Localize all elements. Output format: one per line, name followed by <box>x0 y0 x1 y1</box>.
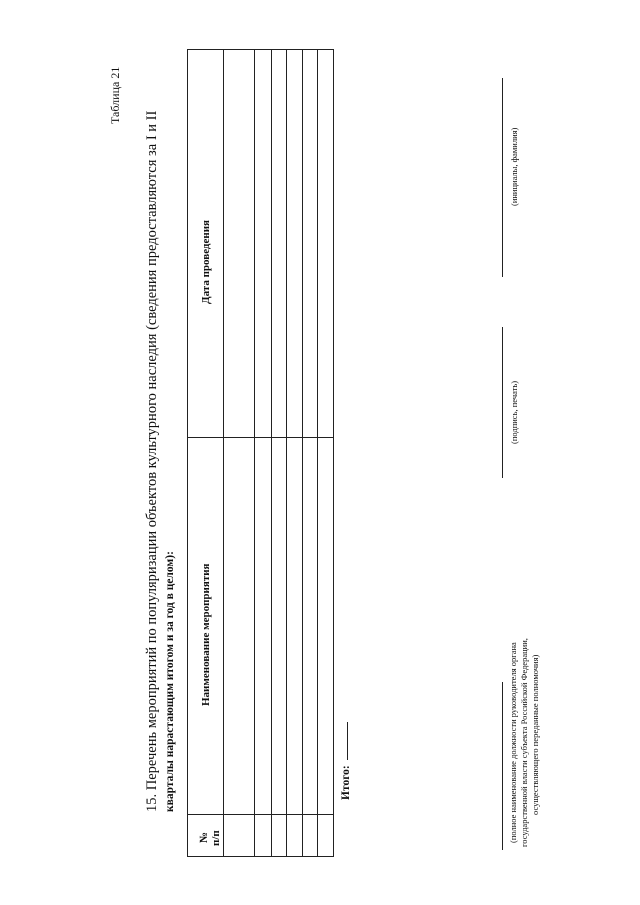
header-event-name: Наименование мероприятия <box>200 563 212 706</box>
header-number-sub: п/п <box>210 830 222 846</box>
row-divider <box>286 49 287 857</box>
position-caption-line2: государственной власти субъекта Российской Федерации, <box>519 638 529 847</box>
table-border <box>333 49 334 857</box>
column-divider <box>187 437 334 438</box>
table-border <box>187 49 188 857</box>
events-table <box>187 49 334 857</box>
row-divider <box>317 49 318 857</box>
table-border <box>187 49 334 50</box>
row-divider <box>254 49 255 857</box>
position-caption-line1: (полное наименование должности руководителя органа <box>508 642 518 843</box>
total-underline <box>347 722 348 760</box>
table-border <box>187 856 334 857</box>
column-divider <box>187 814 334 815</box>
signature-line <box>502 327 503 478</box>
table-label: Таблица 21 <box>108 66 122 124</box>
section-title-continuation: кварталы нарастающим итогом и за год в целом): <box>164 551 176 812</box>
section-title: 15. Перечень мероприятий по популяризации объектов культурного наследия (сведения предоставляются за I и II <box>144 110 160 812</box>
position-caption-line3: осуществляющего переданные полномочия) <box>530 654 540 815</box>
row-divider <box>271 49 272 857</box>
name-signature-line <box>502 78 503 277</box>
row-divider <box>223 49 224 857</box>
position-signature-line <box>502 682 503 850</box>
row-divider <box>302 49 303 857</box>
total-label: Итого: <box>340 765 352 800</box>
header-number: № <box>198 831 210 843</box>
signature-caption: (подпись, печать) <box>509 380 519 444</box>
name-caption: (инициалы, фамилия) <box>509 127 519 206</box>
header-date: Дата проведения <box>200 219 212 304</box>
